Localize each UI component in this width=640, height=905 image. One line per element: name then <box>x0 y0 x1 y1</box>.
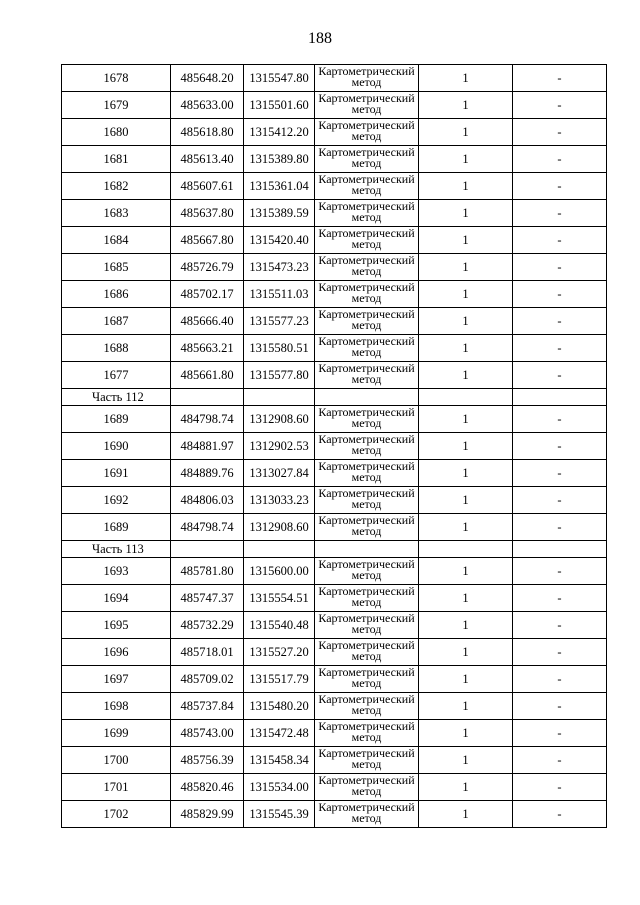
table-row <box>62 254 607 281</box>
point-number-cell: 1699 <box>62 720 171 747</box>
method-line-1: Картометрический <box>318 172 415 186</box>
method-line-1: Картометрический <box>318 199 415 213</box>
method-line-1: Картометрический <box>318 361 415 375</box>
accuracy-cell: 1 <box>419 487 513 514</box>
method-line-1: Картометрический <box>318 145 415 159</box>
table-row <box>62 335 607 362</box>
empty-cell <box>513 541 607 558</box>
method-line-1: Картометрический <box>318 64 415 78</box>
method-line-2: метод <box>351 156 382 170</box>
table-row <box>62 639 607 666</box>
empty-cell <box>513 389 607 406</box>
point-number-cell: 1683 <box>62 200 171 227</box>
note-cell: - <box>513 433 607 460</box>
empty-cell <box>419 541 513 558</box>
note-cell: - <box>513 774 607 801</box>
point-number-cell: 1696 <box>62 639 171 666</box>
point-number-cell: 1686 <box>62 281 171 308</box>
method-line-1: Картометрический <box>318 584 415 598</box>
table-row <box>62 227 607 254</box>
point-number-cell: 1695 <box>62 612 171 639</box>
note-cell: - <box>513 119 607 146</box>
method-cell <box>315 335 419 362</box>
point-number-cell: 1691 <box>62 460 171 487</box>
method-line-1: Картометрический <box>318 432 415 446</box>
method-line-2: метод <box>351 372 382 386</box>
point-number-cell: 1678 <box>62 65 171 92</box>
y-coordinate-cell: 1315580.51 <box>244 335 315 362</box>
y-coordinate-cell: 1315501.60 <box>244 92 315 119</box>
table-row <box>62 65 607 92</box>
x-coordinate-cell: 485820.46 <box>171 774 244 801</box>
method-cell <box>315 254 419 281</box>
method-line-2: метод <box>351 703 382 717</box>
method-line-1: Картометрический <box>318 513 415 527</box>
accuracy-cell: 1 <box>419 774 513 801</box>
point-number-cell: 1680 <box>62 119 171 146</box>
page-number: 188 <box>308 30 332 47</box>
point-number-cell: 1689 <box>62 514 171 541</box>
accuracy-cell: 1 <box>419 146 513 173</box>
y-coordinate-cell: 1313027.84 <box>244 460 315 487</box>
point-number-cell: 1684 <box>62 227 171 254</box>
accuracy-cell: 1 <box>419 406 513 433</box>
accuracy-cell: 1 <box>419 362 513 389</box>
accuracy-cell: 1 <box>419 92 513 119</box>
note-cell: - <box>513 335 607 362</box>
method-cell <box>315 747 419 774</box>
method-cell <box>315 693 419 720</box>
method-line-1: Картометрический <box>318 719 415 733</box>
method-line-2: метод <box>351 622 382 636</box>
y-coordinate-cell: 1312908.60 <box>244 406 315 433</box>
method-line-2: метод <box>351 183 382 197</box>
method-line-2: метод <box>351 757 382 771</box>
method-line-2: метод <box>351 784 382 798</box>
accuracy-cell: 1 <box>419 585 513 612</box>
point-number-cell: 1694 <box>62 585 171 612</box>
point-number-cell: 1692 <box>62 487 171 514</box>
accuracy-cell: 1 <box>419 308 513 335</box>
method-line-2: метод <box>351 470 382 484</box>
method-cell <box>315 200 419 227</box>
method-line-2: метод <box>351 102 382 116</box>
accuracy-cell: 1 <box>419 514 513 541</box>
method-cell <box>315 227 419 254</box>
method-cell <box>315 774 419 801</box>
method-line-2: метод <box>351 210 382 224</box>
method-line-2: метод <box>351 676 382 690</box>
method-cell <box>315 801 419 828</box>
method-line-2: метод <box>351 264 382 278</box>
x-coordinate-cell: 485747.37 <box>171 585 244 612</box>
method-line-1: Картометрический <box>318 773 415 787</box>
note-cell: - <box>513 639 607 666</box>
y-coordinate-cell: 1315600.00 <box>244 558 315 585</box>
method-line-1: Картометрический <box>318 226 415 240</box>
empty-cell <box>244 541 315 558</box>
table-row <box>62 801 607 828</box>
accuracy-cell: 1 <box>419 720 513 747</box>
table-row <box>62 362 607 389</box>
accuracy-cell: 1 <box>419 227 513 254</box>
table-row <box>62 281 607 308</box>
method-cell <box>315 119 419 146</box>
accuracy-cell: 1 <box>419 693 513 720</box>
point-number-cell: 1687 <box>62 308 171 335</box>
note-cell: - <box>513 693 607 720</box>
method-line-2: метод <box>351 345 382 359</box>
y-coordinate-cell: 1315554.51 <box>244 585 315 612</box>
method-line-2: метод <box>351 416 382 430</box>
method-line-1: Картометрический <box>318 459 415 473</box>
accuracy-cell: 1 <box>419 65 513 92</box>
y-coordinate-cell: 1315420.40 <box>244 227 315 254</box>
point-number-cell: 1682 <box>62 173 171 200</box>
method-cell <box>315 720 419 747</box>
method-line-2: метод <box>351 524 382 538</box>
point-number-cell: 1677 <box>62 362 171 389</box>
x-coordinate-cell: 485607.61 <box>171 173 244 200</box>
method-cell <box>315 173 419 200</box>
y-coordinate-cell: 1312908.60 <box>244 514 315 541</box>
y-coordinate-cell: 1315577.80 <box>244 362 315 389</box>
y-coordinate-cell: 1315534.00 <box>244 774 315 801</box>
method-line-1: Картометрический <box>318 557 415 571</box>
method-cell <box>315 514 419 541</box>
point-number-cell: 1681 <box>62 146 171 173</box>
y-coordinate-cell: 1315458.34 <box>244 747 315 774</box>
empty-cell <box>315 389 419 406</box>
note-cell: - <box>513 612 607 639</box>
section-row <box>62 541 607 558</box>
x-coordinate-cell: 484798.74 <box>171 406 244 433</box>
method-line-2: метод <box>351 129 382 143</box>
table-row <box>62 514 607 541</box>
method-cell <box>315 558 419 585</box>
method-line-2: метод <box>351 443 382 457</box>
empty-cell <box>171 389 244 406</box>
accuracy-cell: 1 <box>419 119 513 146</box>
y-coordinate-cell: 1315473.23 <box>244 254 315 281</box>
point-number-cell: 1690 <box>62 433 171 460</box>
point-number-cell: 1700 <box>62 747 171 774</box>
empty-cell <box>315 541 419 558</box>
y-coordinate-cell: 1315361.04 <box>244 173 315 200</box>
note-cell: - <box>513 487 607 514</box>
empty-cell <box>244 389 315 406</box>
y-coordinate-cell: 1315577.23 <box>244 308 315 335</box>
method-line-1: Картометрический <box>318 800 415 814</box>
accuracy-cell: 1 <box>419 281 513 308</box>
y-coordinate-cell: 1312902.53 <box>244 433 315 460</box>
accuracy-cell: 1 <box>419 433 513 460</box>
note-cell: - <box>513 146 607 173</box>
section-label: Часть 113 <box>62 541 171 558</box>
method-cell <box>315 585 419 612</box>
method-cell <box>315 406 419 433</box>
point-number-cell: 1693 <box>62 558 171 585</box>
point-number-cell: 1679 <box>62 92 171 119</box>
point-number-cell: 1689 <box>62 406 171 433</box>
method-line-1: Картометрический <box>318 665 415 679</box>
x-coordinate-cell: 484798.74 <box>171 514 244 541</box>
y-coordinate-cell: 1315389.59 <box>244 200 315 227</box>
accuracy-cell: 1 <box>419 254 513 281</box>
method-cell <box>315 639 419 666</box>
x-coordinate-cell: 485663.21 <box>171 335 244 362</box>
section-row <box>62 389 607 406</box>
method-line-1: Картометрический <box>318 746 415 760</box>
accuracy-cell: 1 <box>419 335 513 362</box>
method-line-2: метод <box>351 237 382 251</box>
note-cell: - <box>513 406 607 433</box>
method-cell <box>315 666 419 693</box>
accuracy-cell: 1 <box>419 173 513 200</box>
x-coordinate-cell: 485743.00 <box>171 720 244 747</box>
table-row <box>62 693 607 720</box>
table-row <box>62 406 607 433</box>
method-line-1: Картометрический <box>318 692 415 706</box>
empty-cell <box>419 389 513 406</box>
method-cell <box>315 308 419 335</box>
x-coordinate-cell: 485756.39 <box>171 747 244 774</box>
method-line-2: метод <box>351 291 382 305</box>
table-row <box>62 92 607 119</box>
method-line-1: Картометрический <box>318 118 415 132</box>
x-coordinate-cell: 485718.01 <box>171 639 244 666</box>
x-coordinate-cell: 485702.17 <box>171 281 244 308</box>
accuracy-cell: 1 <box>419 639 513 666</box>
method-line-2: метод <box>351 649 382 663</box>
method-line-1: Картометрический <box>318 405 415 419</box>
table-row <box>62 460 607 487</box>
note-cell: - <box>513 585 607 612</box>
x-coordinate-cell: 484881.97 <box>171 433 244 460</box>
y-coordinate-cell: 1315412.20 <box>244 119 315 146</box>
x-coordinate-cell: 485666.40 <box>171 308 244 335</box>
method-cell <box>315 281 419 308</box>
coordinates-table-body <box>62 65 607 828</box>
method-line-1: Картометрический <box>318 280 415 294</box>
y-coordinate-cell: 1315547.80 <box>244 65 315 92</box>
note-cell: - <box>513 558 607 585</box>
method-cell <box>315 612 419 639</box>
method-cell <box>315 65 419 92</box>
method-cell <box>315 487 419 514</box>
table-row <box>62 720 607 747</box>
method-line-2: метод <box>351 568 382 582</box>
note-cell: - <box>513 92 607 119</box>
y-coordinate-cell: 1315545.39 <box>244 801 315 828</box>
note-cell: - <box>513 254 607 281</box>
y-coordinate-cell: 1315480.20 <box>244 693 315 720</box>
method-cell <box>315 92 419 119</box>
table-row <box>62 119 607 146</box>
method-line-1: Картометрический <box>318 638 415 652</box>
note-cell: - <box>513 666 607 693</box>
accuracy-cell: 1 <box>419 666 513 693</box>
note-cell: - <box>513 173 607 200</box>
y-coordinate-cell: 1315511.03 <box>244 281 315 308</box>
table-row <box>62 308 607 335</box>
x-coordinate-cell: 485633.00 <box>171 92 244 119</box>
table-row <box>62 146 607 173</box>
x-coordinate-cell: 485637.80 <box>171 200 244 227</box>
accuracy-cell: 1 <box>419 612 513 639</box>
method-line-2: метод <box>351 75 382 89</box>
x-coordinate-cell: 485829.99 <box>171 801 244 828</box>
table-row <box>62 612 607 639</box>
point-number-cell: 1698 <box>62 693 171 720</box>
y-coordinate-cell: 1315517.79 <box>244 666 315 693</box>
note-cell: - <box>513 65 607 92</box>
table-row <box>62 585 607 612</box>
method-line-2: метод <box>351 811 382 825</box>
point-number-cell: 1688 <box>62 335 171 362</box>
accuracy-cell: 1 <box>419 200 513 227</box>
x-coordinate-cell: 485618.80 <box>171 119 244 146</box>
y-coordinate-cell: 1315472.48 <box>244 720 315 747</box>
method-line-1: Картометрический <box>318 307 415 321</box>
x-coordinate-cell: 485781.80 <box>171 558 244 585</box>
method-cell <box>315 433 419 460</box>
method-line-1: Картометрический <box>318 253 415 267</box>
point-number-cell: 1697 <box>62 666 171 693</box>
method-line-2: метод <box>351 497 382 511</box>
note-cell: - <box>513 200 607 227</box>
note-cell: - <box>513 460 607 487</box>
table-row <box>62 433 607 460</box>
table-row <box>62 173 607 200</box>
method-line-1: Картометрический <box>318 334 415 348</box>
table-row <box>62 487 607 514</box>
x-coordinate-cell: 485648.20 <box>171 65 244 92</box>
table-row <box>62 774 607 801</box>
method-line-1: Картометрический <box>318 611 415 625</box>
x-coordinate-cell: 485732.29 <box>171 612 244 639</box>
y-coordinate-cell: 1315389.80 <box>244 146 315 173</box>
x-coordinate-cell: 485709.02 <box>171 666 244 693</box>
method-line-1: Картометрический <box>318 486 415 500</box>
x-coordinate-cell: 484889.76 <box>171 460 244 487</box>
method-line-2: метод <box>351 318 382 332</box>
accuracy-cell: 1 <box>419 747 513 774</box>
method-line-2: метод <box>351 730 382 744</box>
x-coordinate-cell: 485737.84 <box>171 693 244 720</box>
coordinates-table <box>61 64 607 828</box>
x-coordinate-cell: 485667.80 <box>171 227 244 254</box>
empty-cell <box>171 541 244 558</box>
x-coordinate-cell: 485726.79 <box>171 254 244 281</box>
x-coordinate-cell: 485613.40 <box>171 146 244 173</box>
accuracy-cell: 1 <box>419 558 513 585</box>
table-row <box>62 666 607 693</box>
note-cell: - <box>513 227 607 254</box>
method-cell <box>315 460 419 487</box>
note-cell: - <box>513 720 607 747</box>
note-cell: - <box>513 514 607 541</box>
point-number-cell: 1685 <box>62 254 171 281</box>
method-line-2: метод <box>351 595 382 609</box>
table-row <box>62 558 607 585</box>
accuracy-cell: 1 <box>419 801 513 828</box>
section-label: Часть 112 <box>62 389 171 406</box>
table-row <box>62 200 607 227</box>
method-cell <box>315 146 419 173</box>
point-number-cell: 1702 <box>62 801 171 828</box>
note-cell: - <box>513 281 607 308</box>
note-cell: - <box>513 801 607 828</box>
method-line-1: Картометрический <box>318 91 415 105</box>
y-coordinate-cell: 1313033.23 <box>244 487 315 514</box>
x-coordinate-cell: 484806.03 <box>171 487 244 514</box>
table-row <box>62 747 607 774</box>
note-cell: - <box>513 362 607 389</box>
accuracy-cell: 1 <box>419 460 513 487</box>
y-coordinate-cell: 1315540.48 <box>244 612 315 639</box>
point-number-cell: 1701 <box>62 774 171 801</box>
y-coordinate-cell: 1315527.20 <box>244 639 315 666</box>
method-cell <box>315 362 419 389</box>
x-coordinate-cell: 485661.80 <box>171 362 244 389</box>
note-cell: - <box>513 308 607 335</box>
note-cell: - <box>513 747 607 774</box>
